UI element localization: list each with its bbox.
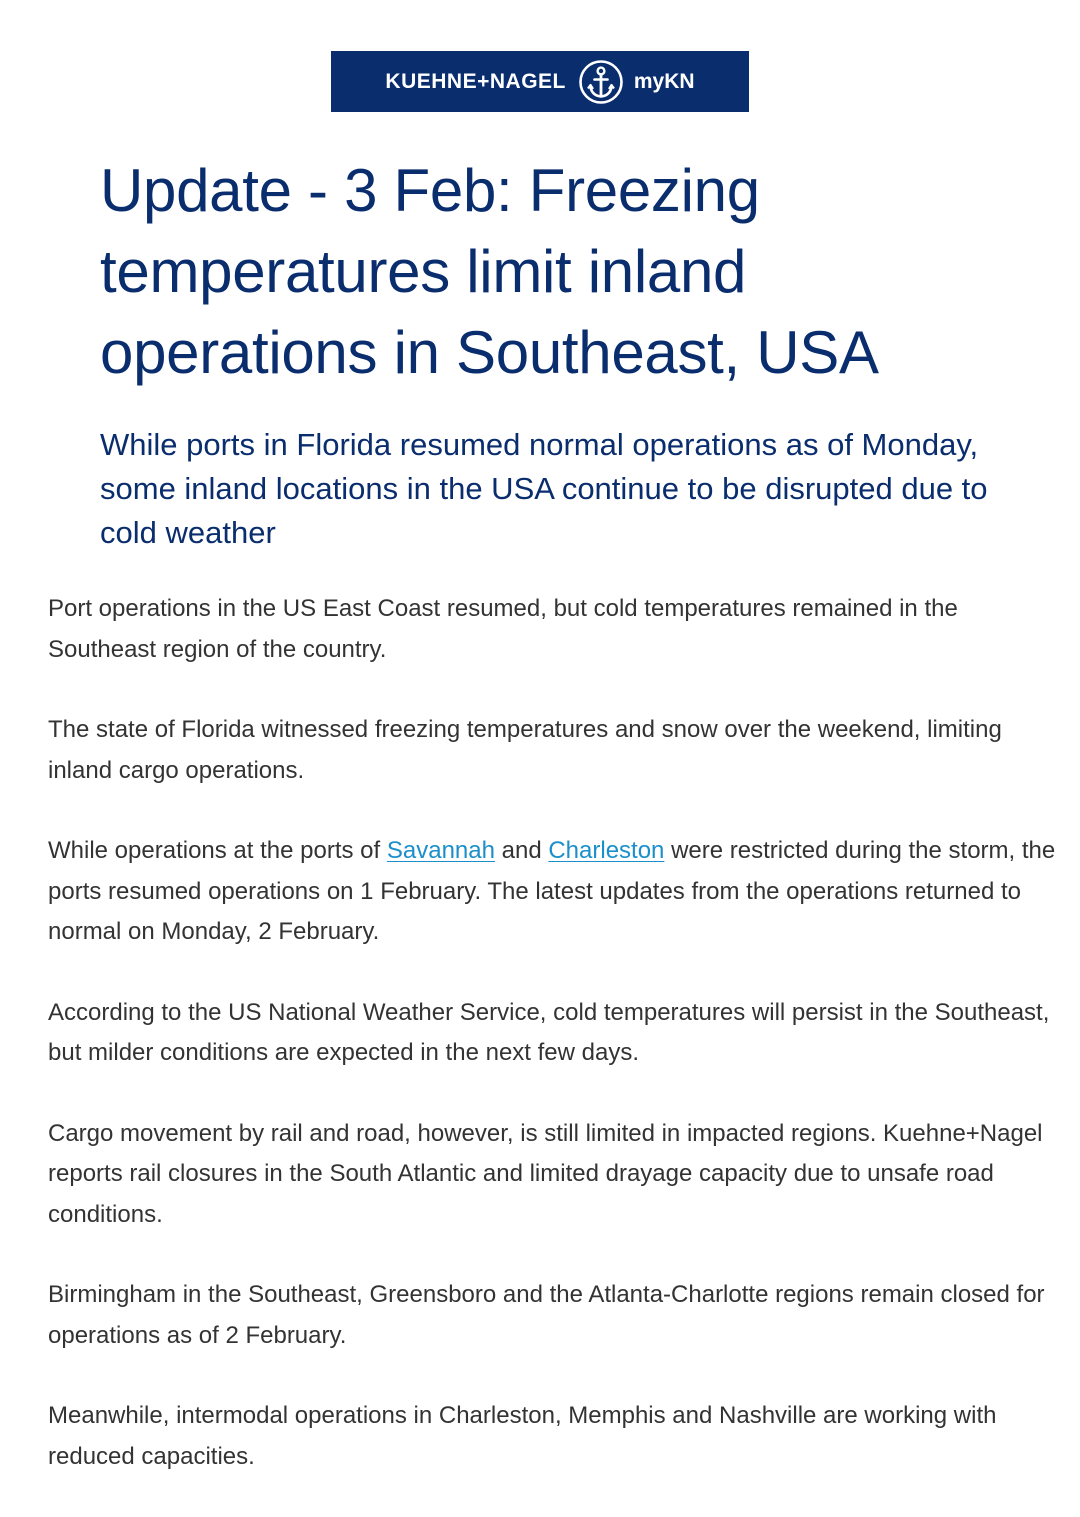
paragraph-3 (48, 831, 1068, 953)
article-title: Update - 3 Feb: Freezing temperatures limit inland operations in Southeast, USA (100, 157, 879, 386)
product-name: myKN (633, 69, 695, 93)
paragraph-2: The state of Florida witnessed freezing temperatures and snow over the weekend, limiting inland cargo operations. (48, 716, 1002, 784)
paragraph-1: Port operations in the US East Coast resumed, but cold temperatures remained in the Southeast region of the country. (48, 595, 958, 663)
paragraph-4: According to the US National Weather Service, cold temperatures will persist in the Southeast, but milder conditions are expected in the next few days. (48, 998, 1050, 1066)
article-subtitle: While ports in Florida resumed normal operations as of Monday, some inland locations in the USA continue to be disrupted due to cold weather (100, 427, 988, 550)
paragraph-6: Birmingham in the Southeast, Greensboro and the Atlanta-Charlotte regions remain closed for operations as of 2 February. (48, 1281, 1045, 1349)
brand-logo-bar[interactable] (331, 51, 749, 112)
savannah-link[interactable]: Savannah (386, 837, 495, 864)
paragraph-3-text-start: While operations at the ports of (48, 837, 387, 864)
anchor-icon-graphic (578, 59, 624, 105)
brand-wordmark: KUEHNE+NAGEL (385, 69, 566, 93)
paragraph-7: Meanwhile, intermodal operations in Charleston, Memphis and Nashville are working with reduced capacities. (48, 1402, 997, 1470)
article-body (48, 589, 1068, 1517)
paragraph-5: Cargo movement by rail and road, however, is still limited in impacted regions. Kuehne+Nagel reports rail closures in the South Atlantic and limited drayage capacity due to unsafe road conditions. (48, 1119, 1043, 1228)
anchor-icon (578, 59, 624, 105)
paragraph-3-text-between: and (494, 837, 549, 864)
paragraph-3-text-end: were restricted during the storm, the ports resumed operations on 1 February. The latest updates from the operations returned to normal on Monday, 2 February. (48, 837, 1056, 945)
charleston-link[interactable]: Charleston (548, 837, 665, 864)
